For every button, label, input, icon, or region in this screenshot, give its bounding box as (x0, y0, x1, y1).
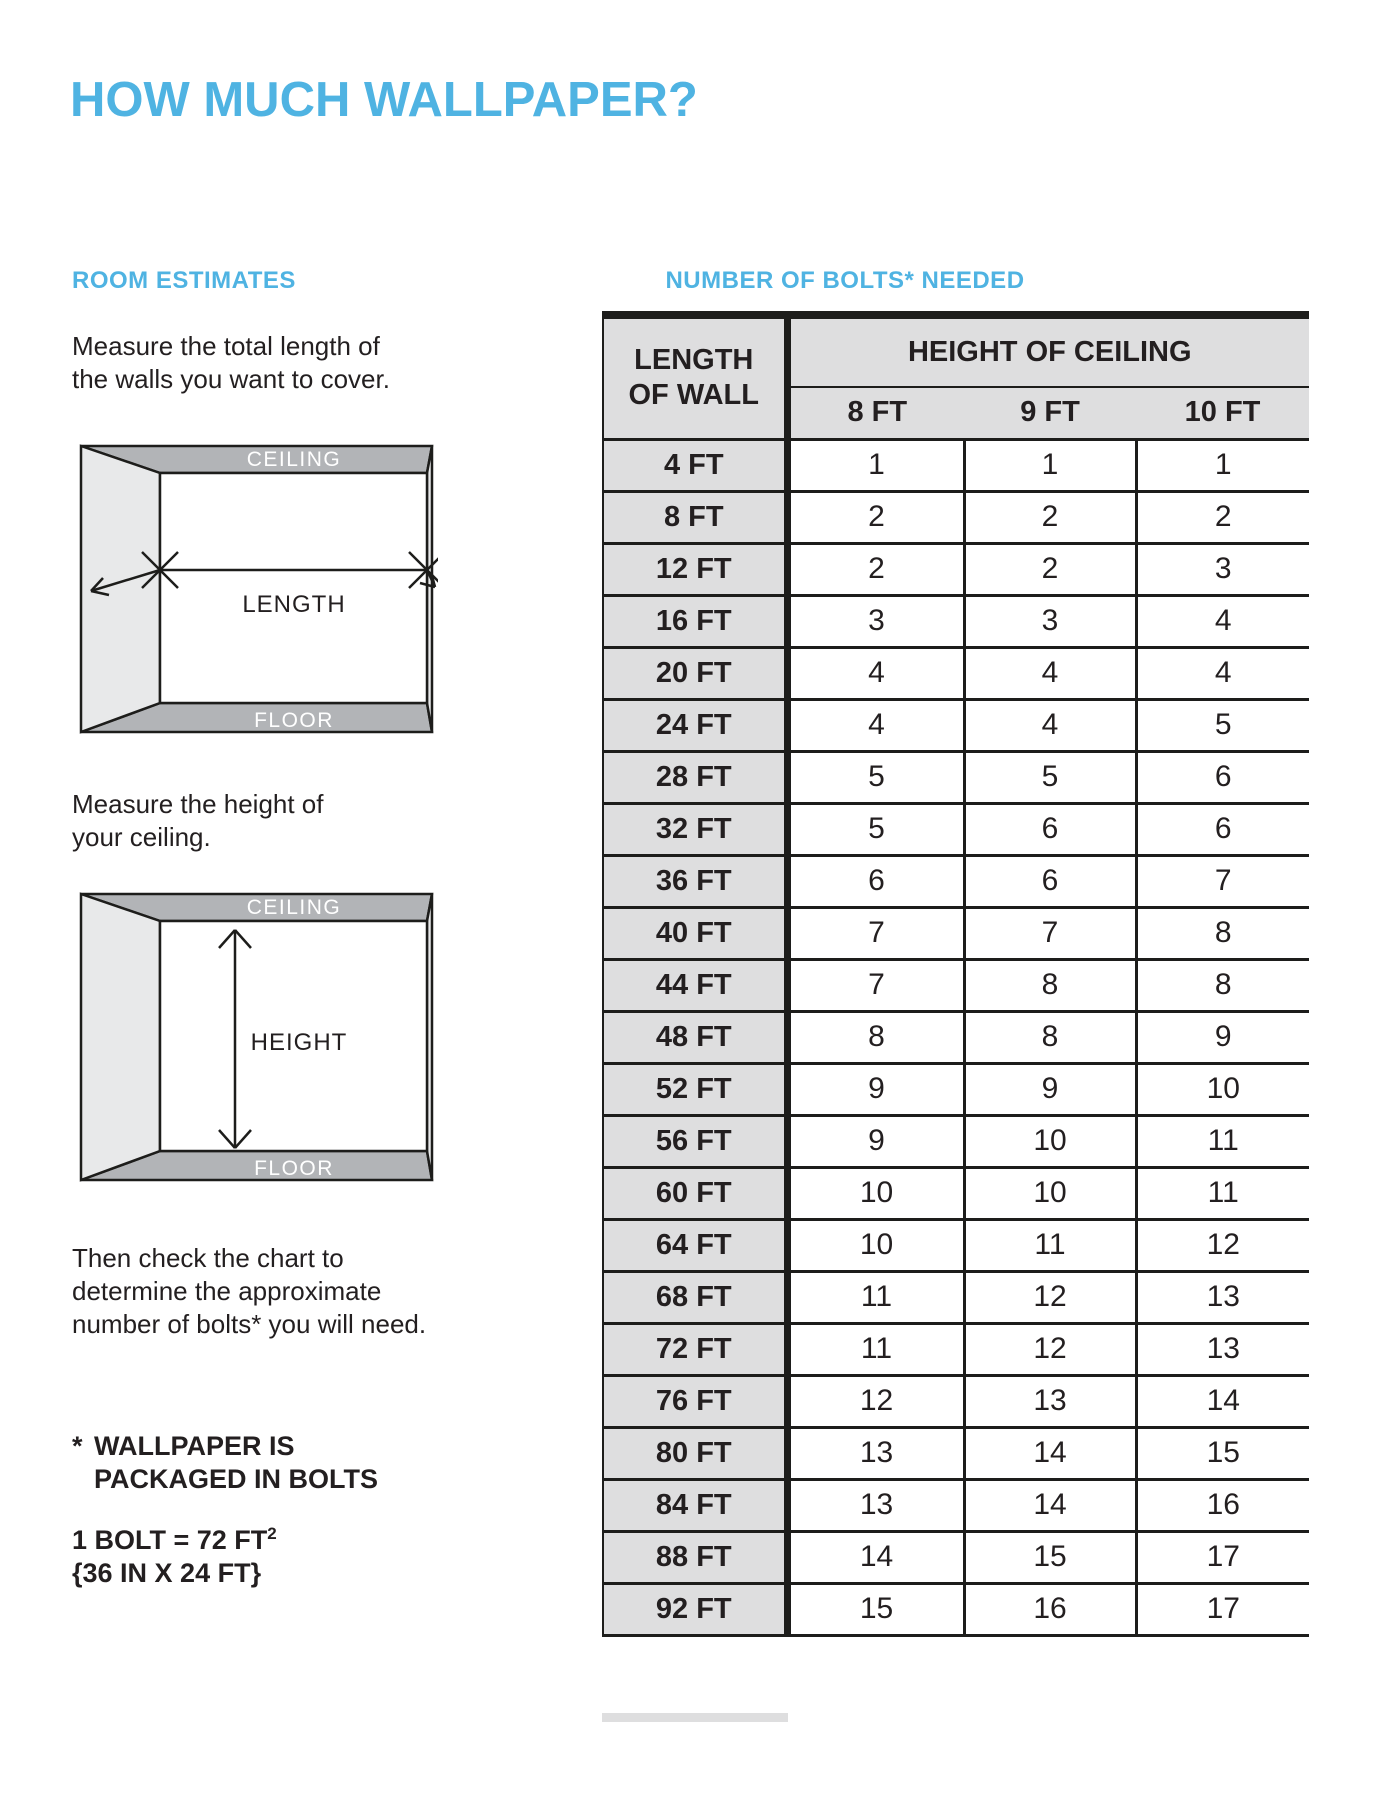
bolt-count-cell: 14 (1136, 1375, 1309, 1427)
bolt-count-cell: 11 (1136, 1167, 1309, 1219)
bolt-count-cell: 3 (787, 595, 964, 647)
bolt-count-cell: 10 (964, 1115, 1136, 1167)
table-footer-strip (602, 1713, 788, 1722)
bolt-count-cell: 4 (964, 647, 1136, 699)
table-row (603, 595, 1309, 647)
bolt-count-cell: 8 (964, 959, 1136, 1011)
bolt-count-cell: 13 (964, 1375, 1136, 1427)
row-label-wall-length: 84 FT (603, 1479, 787, 1531)
row-label-wall-length: 60 FT (603, 1167, 787, 1219)
bolt-count-cell: 9 (787, 1115, 964, 1167)
bolt-count-cell: 7 (787, 907, 964, 959)
instruction-paragraph-length (72, 330, 390, 396)
bolt-count-cell: 5 (964, 751, 1136, 803)
wallpaper-bolts-footnote (72, 1430, 378, 1496)
row-label-wall-length: 36 FT (603, 855, 787, 907)
table-row (603, 1427, 1309, 1479)
bolt-count-cell: 11 (1136, 1115, 1309, 1167)
bolt-count-cell: 4 (964, 699, 1136, 751)
table-row (603, 803, 1309, 855)
bolt-count-cell: 2 (964, 543, 1136, 595)
table-row (603, 543, 1309, 595)
bolt-count-cell: 11 (787, 1323, 964, 1375)
table-row (603, 1271, 1309, 1323)
height-label: HEIGHT (250, 1029, 348, 1056)
bolt-equation: 1 BOLT = 72 $FT^2$ (72, 1524, 277, 1555)
row-label-wall-length: 88 FT (603, 1531, 787, 1583)
left-wall-panel (81, 894, 160, 1180)
back-wall-panel (160, 473, 427, 703)
page-title: HOW MUCH WALLPAPER? (70, 73, 698, 127)
table-row (603, 1375, 1309, 1427)
instruction-line: determine the approximate (72, 1276, 382, 1306)
bolt-count-cell: 13 (787, 1427, 964, 1479)
floor-label: FLOOR (254, 1157, 334, 1180)
bolt-count-cell: 4 (787, 647, 964, 699)
bolt-count-cell: 14 (964, 1427, 1136, 1479)
bolt-count-cell: 13 (1136, 1323, 1309, 1375)
column-header-10ft: 10 FT (1136, 387, 1309, 439)
bolt-count-cell: 11 (964, 1219, 1136, 1271)
row-label-wall-length: 16 FT (603, 595, 787, 647)
row-label-wall-length: 72 FT (603, 1323, 787, 1375)
row-label-wall-length: 64 FT (603, 1219, 787, 1271)
instruction-paragraph-height (72, 788, 324, 854)
bolt-count-cell: 10 (964, 1167, 1136, 1219)
table-row (603, 907, 1309, 959)
bolt-count-cell: 5 (787, 751, 964, 803)
table-row (603, 855, 1309, 907)
bolt-count-cell: 3 (964, 595, 1136, 647)
row-label-wall-length: 80 FT (603, 1427, 787, 1479)
bolt-count-cell: 10 (787, 1219, 964, 1271)
bolt-count-cell: 6 (787, 855, 964, 907)
row-label-wall-length: 24 FT (603, 699, 787, 751)
instruction-line: Then check the chart to (72, 1243, 344, 1273)
table-row (603, 959, 1309, 1011)
bolt-dimensions: {36 IN X 24 FT} (72, 1558, 262, 1588)
bolt-count-cell: 9 (787, 1063, 964, 1115)
bolt-count-cell: 12 (964, 1271, 1136, 1323)
bolt-count-cell: 8 (964, 1011, 1136, 1063)
room-height-diagram (75, 888, 438, 1186)
bolt-count-cell: 7 (787, 959, 964, 1011)
row-label-wall-length: 76 FT (603, 1375, 787, 1427)
table-row (603, 1479, 1309, 1531)
bolt-count-cell: 2 (964, 491, 1136, 543)
bolts-needed-table (602, 311, 1309, 1637)
ceiling-label: CEILING (246, 896, 342, 919)
bolt-count-cell: 13 (787, 1479, 964, 1531)
footnote-line: * WALLPAPER IS (72, 1431, 295, 1461)
bolt-count-cell: 14 (787, 1531, 964, 1583)
bolt-count-cell: 5 (1136, 699, 1309, 751)
table-row (603, 1063, 1309, 1115)
row-label-wall-length: 92 FT (603, 1583, 787, 1635)
column-header-length-of-wall: LENGTH OF WALL (603, 315, 787, 439)
bolt-count-cell: 14 (964, 1479, 1136, 1531)
bolt-count-cell: 16 (964, 1583, 1136, 1635)
row-label-wall-length: 40 FT (603, 907, 787, 959)
bolt-count-cell: 8 (1136, 907, 1309, 959)
table-row (603, 1531, 1309, 1583)
bolt-count-cell: 2 (1136, 491, 1309, 543)
row-label-wall-length: 44 FT (603, 959, 787, 1011)
length-label: LENGTH (242, 591, 346, 618)
row-label-wall-length: 68 FT (603, 1271, 787, 1323)
row-label-wall-length: 8 FT (603, 491, 787, 543)
bolt-count-cell: 11 (787, 1271, 964, 1323)
row-label-wall-length: 48 FT (603, 1011, 787, 1063)
bolt-count-cell: 1 (1136, 439, 1309, 491)
row-label-wall-length: 20 FT (603, 647, 787, 699)
row-label-wall-length: 56 FT (603, 1115, 787, 1167)
bolt-count-cell: 6 (964, 803, 1136, 855)
squared-superscript: 2 (267, 1524, 277, 1543)
table-row (603, 1323, 1309, 1375)
instruction-line: Measure the height of (72, 789, 324, 819)
row-label-wall-length: 28 FT (603, 751, 787, 803)
bolt-count-cell: 1 (787, 439, 964, 491)
section-heading-room-estimates: ROOM ESTIMATES (72, 267, 296, 294)
table-row (603, 699, 1309, 751)
bolt-count-cell: 15 (1136, 1427, 1309, 1479)
table-row (603, 439, 1309, 491)
row-label-wall-length: 52 FT (603, 1063, 787, 1115)
bolt-count-cell: 7 (964, 907, 1136, 959)
bolt-count-cell: 15 (787, 1583, 964, 1635)
instruction-line: your ceiling. (72, 822, 211, 852)
ceiling-label: CEILING (246, 448, 342, 471)
bolt-count-cell: 16 (1136, 1479, 1309, 1531)
bolt-count-cell: 4 (787, 699, 964, 751)
bolt-count-cell: 12 (1136, 1219, 1309, 1271)
bolt-count-cell: 6 (1136, 751, 1309, 803)
bolt-count-cell: 17 (1136, 1583, 1309, 1635)
bolt-count-cell: 7 (1136, 855, 1309, 907)
bolt-count-cell: 10 (1136, 1063, 1309, 1115)
section-heading-bolts-needed: NUMBER OF BOLTS* NEEDED (665, 267, 1025, 294)
footnote-line: PACKAGED IN BOLTS (94, 1464, 379, 1494)
table-row (603, 1011, 1309, 1063)
floor-label: FLOOR (254, 709, 334, 732)
instruction-paragraph-chart (72, 1242, 426, 1341)
bolt-count-cell: 8 (1136, 959, 1309, 1011)
column-header-9ft: 9 FT (964, 387, 1136, 439)
column-header-8ft: 8 FT (787, 387, 964, 439)
instruction-line: number of bolts* you will need. (72, 1309, 427, 1339)
bolt-count-cell: 10 (787, 1167, 964, 1219)
bolt-count-cell: 6 (964, 855, 1136, 907)
column-group-header-height-of-ceiling: HEIGHT OF CEILING (787, 315, 1309, 387)
bolt-count-cell: 17 (1136, 1531, 1309, 1583)
bolt-count-cell: 9 (964, 1063, 1136, 1115)
row-label-wall-length: 12 FT (603, 543, 787, 595)
bolt-size-info (72, 1524, 277, 1590)
table-row (603, 1115, 1309, 1167)
bolt-count-cell: 8 (787, 1011, 964, 1063)
instruction-line: the walls you want to cover. (72, 364, 390, 394)
bolt-count-cell: 13 (1136, 1271, 1309, 1323)
bolt-count-cell: 12 (787, 1375, 964, 1427)
table-row (603, 1167, 1309, 1219)
table-row (603, 647, 1309, 699)
row-label-wall-length: 32 FT (603, 803, 787, 855)
asterisk: * (72, 1431, 83, 1461)
table-row (603, 751, 1309, 803)
table-row (603, 1583, 1309, 1635)
table-row (603, 491, 1309, 543)
bolt-count-cell: 15 (964, 1531, 1136, 1583)
room-length-diagram (75, 440, 438, 738)
bolt-count-cell: 3 (1136, 543, 1309, 595)
bolt-count-cell: 1 (964, 439, 1136, 491)
bolt-count-cell: 2 (787, 543, 964, 595)
bolt-count-cell: 4 (1136, 595, 1309, 647)
instruction-line: Measure the total length of (72, 331, 380, 361)
bolt-count-cell: 2 (787, 491, 964, 543)
bolt-count-cell: 9 (1136, 1011, 1309, 1063)
bolt-count-cell: 4 (1136, 647, 1309, 699)
bolt-count-cell: 12 (964, 1323, 1136, 1375)
bolt-count-cell: 6 (1136, 803, 1309, 855)
table-row (603, 1219, 1309, 1271)
row-label-wall-length: 4 FT (603, 439, 787, 491)
bolt-count-cell: 5 (787, 803, 964, 855)
